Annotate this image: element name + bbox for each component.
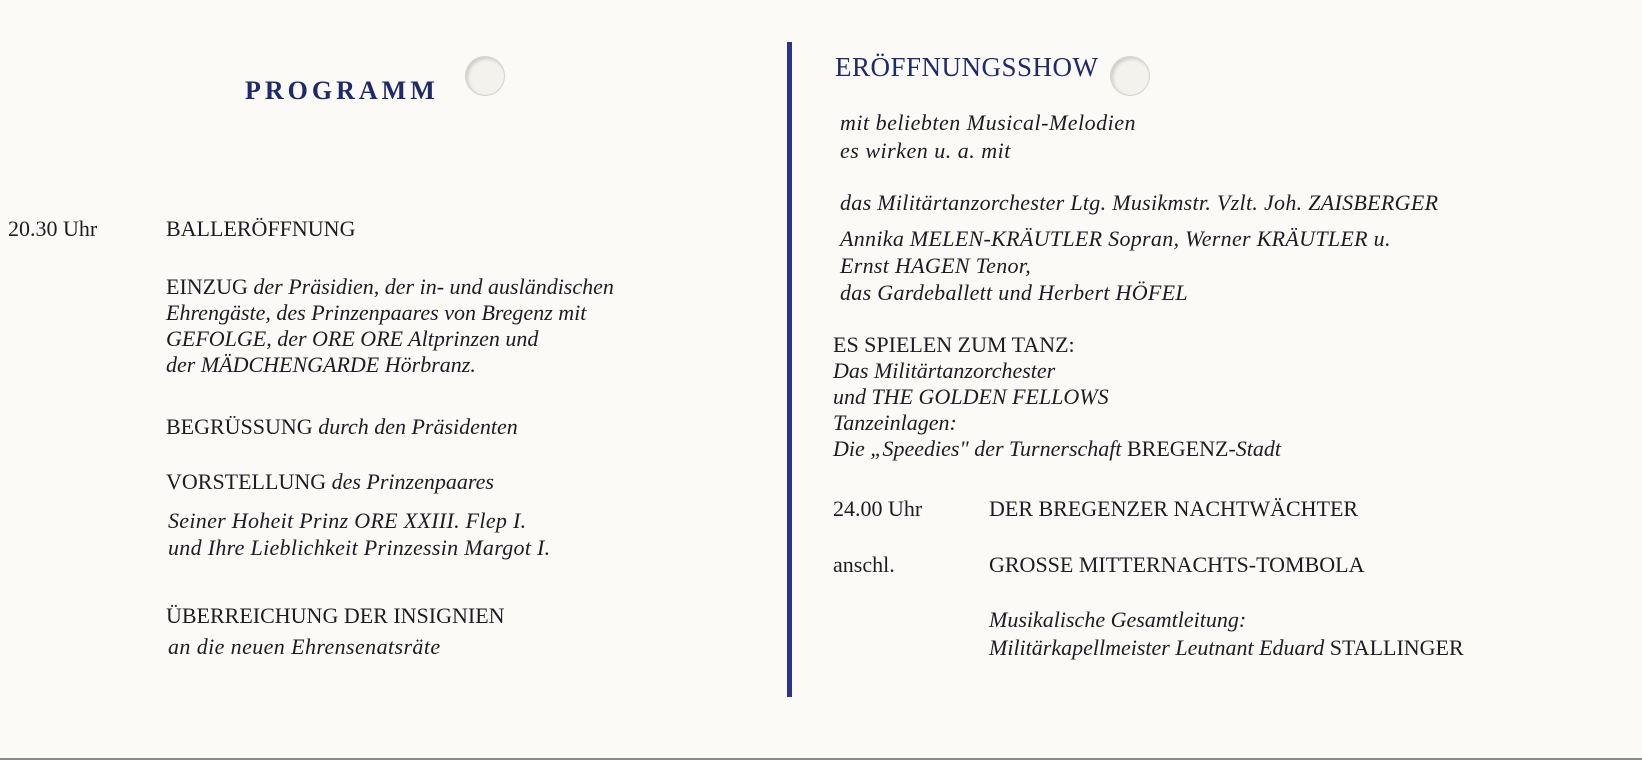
program-title: PROGRAMM [245,76,439,105]
time-midnight: 24.00 Uhr [833,496,923,521]
scan-bottom-strip [0,760,1642,770]
show-sub-1: mit beliebten Musical-Melodien [840,110,1137,135]
dance-heading: ES SPIELEN ZUM TANZ: [833,332,1075,357]
einzug-line-1: EINZUG der Präsidien, der in- und ausländischen [166,274,614,299]
opening-show-title: ERÖFFNUNGSSHOW [835,52,1099,82]
einzug-line-2: Ehrengäste, des Prinzenpaares von Bregenz mit [166,300,587,325]
insignia-heading: ÜBERREICHUNG DER INSIGNIEN [166,603,505,628]
after-label: anschl. [833,552,895,577]
greeting: BEGRÜSSUNG durch den Präsidenten [166,414,518,439]
dance-line-1: Das Militärtanzorchester [833,358,1056,383]
ball-opening: BALLERÖFFNUNG [166,216,356,241]
show-sub-2: es wirken u. a. mit [840,138,1011,163]
einzug-line-4: der MÄDCHENGARDE Hörbranz. [166,352,476,377]
royals-line-2: und Ihre Lieblichkeit Prinzessin Margot I. [168,535,551,560]
dance-line-2: und THE GOLDEN FELLOWS [833,384,1109,409]
punch-hole-left [465,56,505,96]
dance-line-3: Tanzeinlagen: [833,410,957,435]
night-watchman: DER BREGENZER NACHTWÄCHTER [989,496,1359,521]
introduction: VORSTELLUNG des Prinzenpaares [166,469,494,494]
punch-hole-right [1110,56,1150,96]
music-direction-label: Musikalische Gesamtleitung: [989,607,1247,632]
einzug-line-3: GEFOLGE, der ORE ORE Altprinzen und [166,326,539,351]
royals-line-1: Seiner Hoheit Prinz ORE XXIII. Flep I. [168,508,527,533]
center-divider [787,42,792,697]
cast-line-1: Annika MELEN-KRÄUTLER Sopran, Werner KRÄUTLER u. [840,226,1391,251]
dance-line-4: Die „Speedies" der Turnerschaft BREGENZ-Stadt [833,436,1282,461]
music-director: Militärkapellmeister Leutnant Eduard STALLINGER [989,635,1464,660]
cast-line-2: Ernst HAGEN Tenor, [840,253,1032,278]
time-opening: 20.30 Uhr [8,216,98,241]
orchestra-line: das Militärtanzorchester Ltg. Musikmstr. Vzlt. Joh. ZAISBERGER [840,190,1439,215]
tombola: GROSSE MITTERNACHTS-TOMBOLA [989,552,1365,577]
cast-line-3: das Gardeballett und Herbert HÖFEL [840,280,1188,305]
insignia-sub: an die neuen Ehrensenatsräte [168,634,441,659]
